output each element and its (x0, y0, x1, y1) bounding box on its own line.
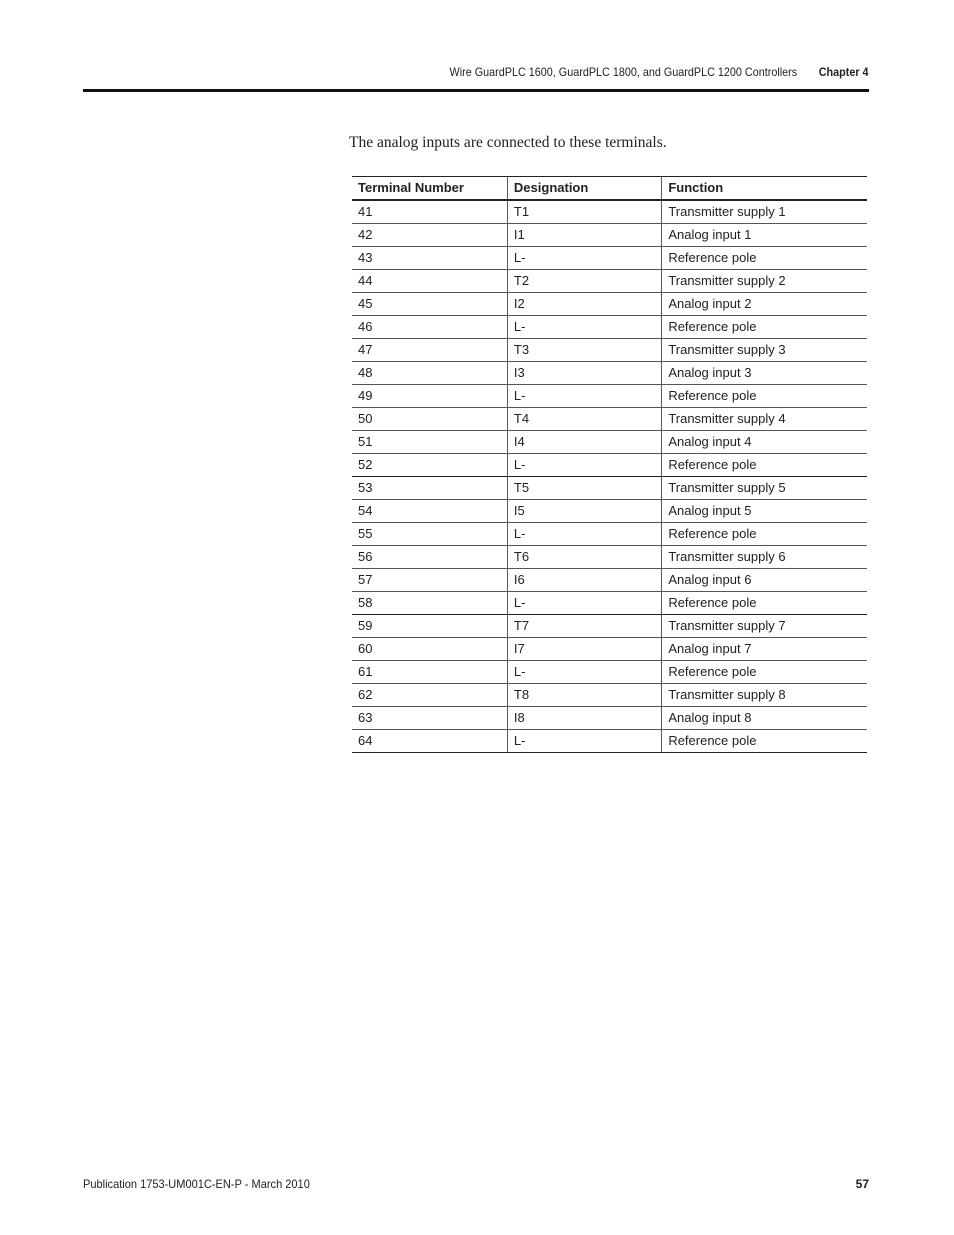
cell-function: Transmitter supply 7 (662, 615, 867, 638)
cell-terminal-number: 56 (352, 546, 507, 569)
cell-function: Transmitter supply 8 (662, 684, 867, 707)
table-row (352, 707, 867, 730)
cell-terminal-number: 47 (352, 339, 507, 362)
cell-terminal-number: 48 (352, 362, 507, 385)
cell-designation: L- (507, 385, 661, 408)
table-row (352, 615, 867, 638)
cell-function: Transmitter supply 3 (662, 339, 867, 362)
cell-function: Analog input 7 (662, 638, 867, 661)
table-row (352, 500, 867, 523)
cell-designation: L- (507, 730, 661, 753)
cell-designation: I3 (507, 362, 661, 385)
cell-function: Reference pole (662, 592, 867, 615)
header-rule (83, 89, 869, 92)
cell-function: Analog input 6 (662, 569, 867, 592)
cell-function: Reference pole (662, 523, 867, 546)
cell-function: Reference pole (662, 454, 867, 477)
table-row (352, 316, 867, 339)
table-row (352, 661, 867, 684)
table-row (352, 454, 867, 477)
cell-function: Reference pole (662, 661, 867, 684)
cell-designation: T7 (507, 615, 661, 638)
cell-terminal-number: 58 (352, 592, 507, 615)
cell-designation: I4 (507, 431, 661, 454)
cell-function: Analog input 3 (662, 362, 867, 385)
table-body (352, 200, 867, 753)
cell-designation: T8 (507, 684, 661, 707)
cell-designation: T5 (507, 477, 661, 500)
cell-function: Reference pole (662, 316, 867, 339)
cell-terminal-number: 53 (352, 477, 507, 500)
cell-terminal-number: 41 (352, 200, 507, 224)
table-row (352, 546, 867, 569)
running-header (450, 65, 869, 79)
cell-designation: I7 (507, 638, 661, 661)
cell-function: Transmitter supply 1 (662, 200, 867, 224)
cell-terminal-number: 50 (352, 408, 507, 431)
cell-designation: I5 (507, 500, 661, 523)
cell-designation: L- (507, 661, 661, 684)
table-row (352, 293, 867, 316)
cell-function: Transmitter supply 2 (662, 270, 867, 293)
cell-terminal-number: 44 (352, 270, 507, 293)
cell-function: Transmitter supply 6 (662, 546, 867, 569)
publication-footer: Publication 1753-UM001C-EN-P - March 2010 (83, 1177, 310, 1191)
cell-designation: I1 (507, 224, 661, 247)
cell-terminal-number: 45 (352, 293, 507, 316)
cell-function: Analog input 4 (662, 431, 867, 454)
cell-designation: L- (507, 523, 661, 546)
cell-function: Transmitter supply 5 (662, 477, 867, 500)
column-header-terminal-number: Terminal Number (352, 177, 507, 201)
cell-designation: T1 (507, 200, 661, 224)
table-row (352, 362, 867, 385)
table-row (352, 523, 867, 546)
intro-text: The analog inputs are connected to these terminals. (349, 134, 667, 151)
table-row (352, 638, 867, 661)
cell-function: Transmitter supply 4 (662, 408, 867, 431)
cell-function: Analog input 1 (662, 224, 867, 247)
cell-terminal-number: 57 (352, 569, 507, 592)
cell-designation: L- (507, 316, 661, 339)
table-row (352, 408, 867, 431)
cell-designation: L- (507, 247, 661, 270)
cell-designation: T2 (507, 270, 661, 293)
cell-terminal-number: 49 (352, 385, 507, 408)
terminal-table (352, 176, 867, 753)
table-row (352, 339, 867, 362)
table-row (352, 569, 867, 592)
column-header-function: Function (662, 177, 867, 201)
column-header-designation: Designation (507, 177, 661, 201)
cell-function: Reference pole (662, 385, 867, 408)
table-row (352, 200, 867, 224)
chapter-label: Chapter 4 (819, 65, 869, 79)
cell-terminal-number: 59 (352, 615, 507, 638)
table-row (352, 477, 867, 500)
running-header-title: Wire GuardPLC 1600, GuardPLC 1800, and GuardPLC 1200 Controllers (449, 65, 798, 79)
table-row (352, 385, 867, 408)
cell-designation: T6 (507, 546, 661, 569)
cell-designation: I8 (507, 707, 661, 730)
cell-terminal-number: 52 (352, 454, 507, 477)
cell-function: Analog input 2 (662, 293, 867, 316)
cell-designation: L- (507, 454, 661, 477)
cell-terminal-number: 60 (352, 638, 507, 661)
table-header-row (352, 177, 867, 201)
page-number: 57 (855, 1177, 869, 1191)
cell-designation: T4 (507, 408, 661, 431)
table-row (352, 592, 867, 615)
cell-terminal-number: 46 (352, 316, 507, 339)
cell-terminal-number: 61 (352, 661, 507, 684)
cell-designation: I6 (507, 569, 661, 592)
cell-designation: L- (507, 592, 661, 615)
table-row (352, 431, 867, 454)
table-row (352, 684, 867, 707)
cell-designation: T3 (507, 339, 661, 362)
cell-terminal-number: 55 (352, 523, 507, 546)
table-row (352, 247, 867, 270)
cell-function: Analog input 5 (662, 500, 867, 523)
cell-terminal-number: 64 (352, 730, 507, 753)
cell-terminal-number: 51 (352, 431, 507, 454)
table-row (352, 730, 867, 753)
cell-designation: I2 (507, 293, 661, 316)
cell-terminal-number: 43 (352, 247, 507, 270)
cell-function: Reference pole (662, 247, 867, 270)
cell-terminal-number: 62 (352, 684, 507, 707)
cell-terminal-number: 42 (352, 224, 507, 247)
cell-function: Reference pole (662, 730, 867, 753)
cell-terminal-number: 63 (352, 707, 507, 730)
cell-terminal-number: 54 (352, 500, 507, 523)
table-row (352, 224, 867, 247)
cell-function: Analog input 8 (662, 707, 867, 730)
table-row (352, 270, 867, 293)
